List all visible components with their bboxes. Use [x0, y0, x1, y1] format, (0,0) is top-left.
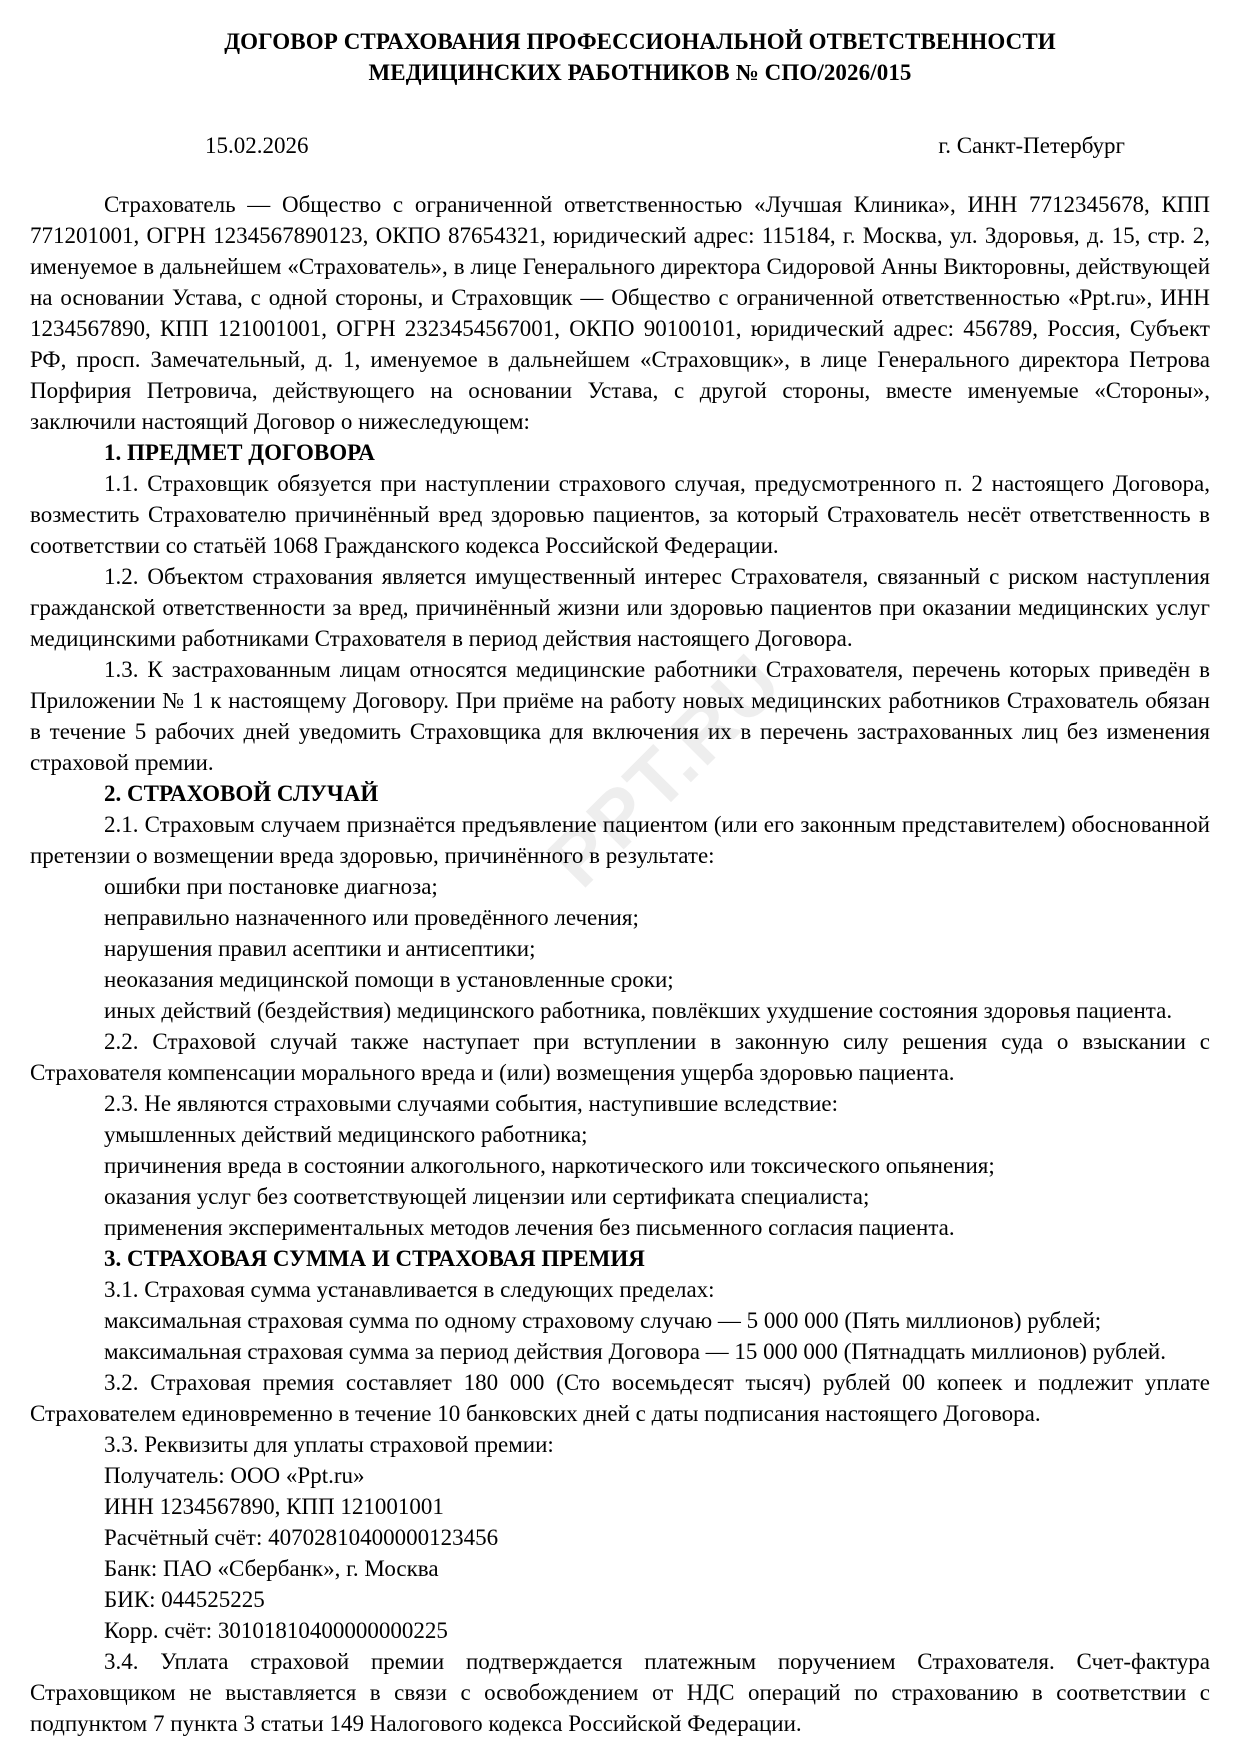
page-title: ДОГОВОР СТРАХОВАНИЯ ПРОФЕССИОНАЛЬНОЙ ОТВЕТСТВЕННОСТИ МЕДИЦИНСКИХ РАБОТНИКОВ № СПО/2026/015	[224, 29, 1056, 85]
clause-1-1: 1.1. Страховщик обязуется при наступлении страхового случая, предусмотренного п. 2 настоящего Договора, возместить Страхователю причинённый вред здоровью пациентов, за который Страхователь несёт ответственность в соответствии со статьёй 1068 Гражданского кодекса Российской Федерации.	[30, 471, 1210, 558]
requisite-line: БИК: 044525225	[104, 1587, 265, 1612]
list-item: неправильно назначенного или проведённого лечения;	[104, 905, 639, 930]
clause-2-3: 2.3. Не являются страховыми случаями события, наступившие вследствие:	[104, 1091, 838, 1116]
requisite-line: ИНН 1234567890, КПП 121001001	[104, 1494, 444, 1519]
clause-1-3: 1.3. К застрахованным лицам относятся медицинские работники Страхователя, перечень которых приведён в Приложении № 1 к настоящему Договору. При приёме на работу новых медицинских работников Страхователь обязан в течение 5 рабочих дней уведомить Страховщика для включения их в перечень застрахованных лиц без изменения страховой премии.	[30, 657, 1210, 775]
contract-date: 15.02.2026	[205, 133, 309, 158]
list-item: максимальная страховая сумма по одному страховому случаю — 5 000 000 (Пять миллионов) рублей;	[104, 1308, 1102, 1333]
list-item: применения экспериментальных методов лечения без письменного согласия пациента.	[104, 1215, 955, 1240]
list-item: нарушения правил асептики и антисептики;	[104, 936, 536, 961]
section-heading-1: 1. ПРЕДМЕТ ДОГОВОРА	[104, 440, 375, 465]
list-item: иных действий (бездействия) медицинского работника, повлёкших ухудшение состояния здоровья пациента.	[104, 998, 1173, 1023]
list-item: максимальная страховая сумма за период действия Договора — 15 000 000 (Пятнадцать миллионов) рублей.	[104, 1339, 1166, 1364]
list-item: ошибки при постановке диагноза;	[104, 874, 438, 899]
contract-city: г. Санкт-Петербург	[938, 133, 1125, 158]
clause-1-2: 1.2. Объектом страхования является имущественный интерес Страхователя, связанный с риском наступления гражданской ответственности за вред, причинённый жизни или здоровью пациентов при оказании медицинских услуг медицинскими работниками Страхователя в период действия настоящего Договора.	[30, 564, 1210, 651]
clause-3-3: 3.3. Реквизиты для уплаты страховой премии:	[104, 1432, 554, 1457]
requisite-line: Получатель: ООО «Ppt.ru»	[104, 1463, 365, 1488]
clause-3-1: 3.1. Страховая сумма устанавливается в следующих пределах:	[104, 1277, 715, 1302]
preamble-paragraph: Страхователь — Общество с ограниченной ответственностью «Лучшая Клиника», ИНН 7712345678, КПП 771201001, ОГРН 1234567890123, ОКПО 87654321, юридический адрес: 115184, г. Москва, ул. Здоровья, д. 15, стр. 2, именуемое в дальнейшем «Страхователь», в лице Генерального директора Сидоровой Анны Викторовны, действующей на основании Устава, с одной стороны, и Страховщик — Общество с ограниченной ответственностью «Ppt.ru», ИНН 1234567890, КПП 121001001, ОГРН 2323454567001, ОКПО 90100101, юридический адрес: 456789, Россия, Субъект РФ, просп. Замечательный, д. 1, именуемое в дальнейшем «Страховщик», в лице Генерального директора Петрова Порфирия Петровича, действующего на основании Устава, с другой стороны, вместе именуемые «Стороны», заключили настоящий Договор о нижеследующем:	[30, 192, 1210, 434]
clause-3-4: 3.4. Уплата страховой премии подтверждается платежным поручением Страхователя. Счет-фактура Страховщиком не выставляется в связи с освобождением от НДС операций по страхованию в соответствии с подпунктом 7 пункта 3 статьи 149 Налогового кодекса Российской Федерации.	[30, 1649, 1210, 1736]
requisite-line: Банк: ПАО «Сбербанк», г. Москва	[104, 1556, 439, 1581]
document-body	[30, 189, 1210, 1739]
document-meta-row	[30, 130, 1210, 161]
list-item: умышленных действий медицинского работника;	[104, 1122, 588, 1147]
requisite-line: Расчётный счёт: 40702810400000123456	[104, 1525, 499, 1550]
list-item: оказания услуг без соответствующей лицензии или сертификата специалиста;	[104, 1184, 870, 1209]
clause-2-2: 2.2. Страховой случай также наступает при вступлении в законную силу решения суда о взыскании с Страхователя компенсации морального вреда и (или) возмещения ущерба здоровью пациента.	[30, 1029, 1210, 1085]
clause-2-1: 2.1. Страховым случаем признаётся предъявление пациентом (или его законным представителем) обоснованной претензии о возмещении вреда здоровью, причинённого в результате:	[30, 812, 1210, 868]
clause-3-2: 3.2. Страховая премия составляет 180 000 (Сто восемьдесят тысяч) рублей 00 копеек и подлежит уплате Страхователем единовременно в течение 10 банковских дней с даты подписания настоящего Договора.	[30, 1370, 1210, 1426]
section-heading-3: 3. СТРАХОВАЯ СУММА И СТРАХОВАЯ ПРЕМИЯ	[104, 1246, 645, 1271]
ppt-ru-watermark: PPT.RU	[531, 636, 799, 904]
list-item: неоказания медицинской помощи в установленные сроки;	[104, 967, 674, 992]
requisite-line: Корр. счёт: 30101810400000000225	[104, 1618, 448, 1643]
list-item: причинения вреда в состоянии алкогольного, наркотического или токсического опьянения;	[104, 1153, 995, 1178]
section-heading-2: 2. СТРАХОВОЙ СЛУЧАЙ	[104, 781, 379, 806]
